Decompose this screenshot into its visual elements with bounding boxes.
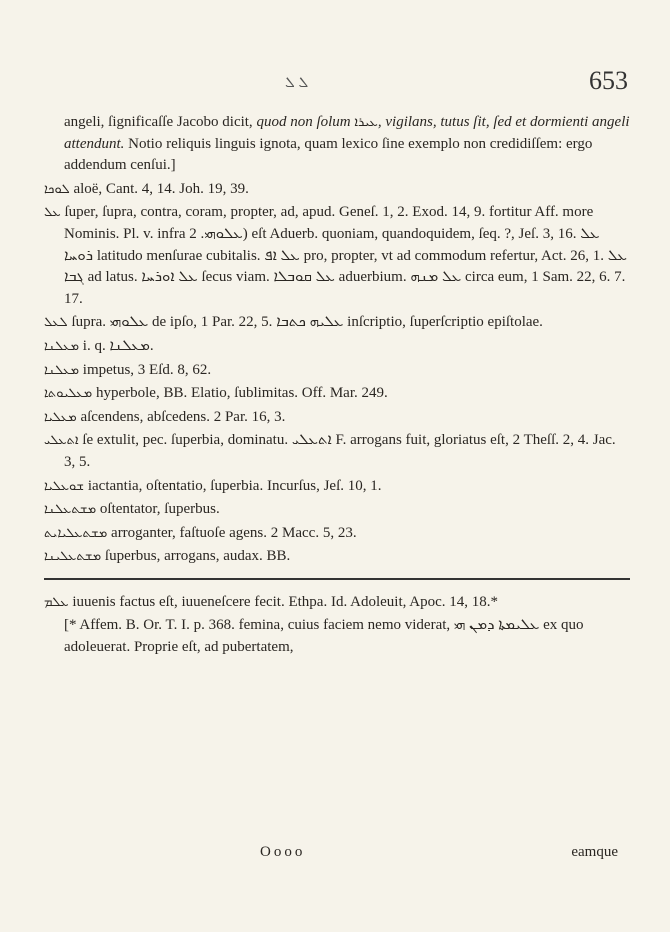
lexicon-body (44, 112, 630, 661)
lexicon-entry: ܡܥܠܢܐ i. q. ܡܥܠܢܐ. (44, 337, 154, 354)
footnote-entry: [* Affem. B. Or. T. I. p. 368. femina, cuius faciem nemo viderat, ܥܠܝܡܬܐ ܕܡܢ ܗܝ ex quo adoleuerat. Proprie eſt, ad pubertatem, (64, 617, 584, 656)
lexicon-entry: ܠܘܟܐ aloë, Cant. 4, 14. Joh. 19, 39. (44, 180, 249, 197)
page-header (0, 66, 670, 106)
lexicon-entry: ܡܫܬܥܠܝܐܝܬ arroganter, faſtuoſe agens. 2 Macc. 5, 23. (44, 524, 357, 541)
lexicon-entry: ܥܠܡ iuuenis factus eſt, iuueneſcere fecit. Ethpa. Id. Adoleuit, Apoc. 14, 18.* (44, 593, 499, 610)
catchword: eamque (571, 844, 618, 860)
lexicon-entry: ܡܥܠܝܘܬܐ hyperbole, BB. Elatio, ſublimitas. Off. Mar. 249. (44, 385, 388, 402)
running-head: ܠ ܠ (285, 75, 309, 91)
lexicon-entry: ܫܘܥܠܝܐ iactantia, oſtentatio, ſuperbia. Incurſus, Jeſ. 10, 1. (44, 477, 382, 494)
entry-continuation: angeli, ſignificaſſe Jacobo dicit, quod non ſolum ܥܝܪܐ, vigilans, tutus ſit, ſed et dormienti angeli attendunt. Notio reliquis linguis ignota, quam lexico ſine exemplo non credidiſſem: ergo addendum cenſui.] (64, 114, 630, 174)
lexicon-entry: ܡܥܠܢܐ impetus, 3 Eſd. 8, 62. (44, 361, 212, 378)
page-number: 653 (589, 66, 628, 95)
lexicon-entry: ܡܥܠܝܐ aſcendens, abſcedens. 2 Par. 16, 3. (44, 408, 286, 425)
section-rule (44, 578, 630, 580)
lexicon-entry: ܥܠ ſuper, ſupra, contra, coram, propter, ad, apud. Geneſ. 1, 2. Exod. 14, 9. fortitur Aff. more Nominis. Pl. v. infra ܥܠܘܗܝ. 2) eſt Aduerb. quoniam, quandoquidem, ſeq. ?, Jeſ. 3, 16. ܥܠ ܪܘܚܐ latitudo menſurae cubitalis. ܥܠ ܐܦ pro, propter, vt ad commodum refertur, Act. 26, 1. ܥܠ ܓܒܐ ad latus. ܥܠ ܐܘܪܚܐ ſecus viam. ܥܠ ܩܘܒܠܐ aduerbium. ܥܠ ܡܢܗ circa eum, 1 Sam. 22, 6. 7. 17. (44, 204, 628, 307)
lexicon-entry: ܡܫܬܥܠܢܐ oſtentator, ſuperbus. (44, 501, 220, 518)
signature-mark: Oooo (260, 844, 306, 860)
lexicon-entry: ܐܬܥܠܝ ſe extulit, pec. ſuperbia, dominatu. ܐܬܥܠܝ F. arrogans fuit, gloriatus eſt, 2 Theſſ. 2, 4. Jac. 3, 5. (44, 432, 616, 470)
lexicon-entry: ܡܫܬܥܠܝܢܐ ſuperbus, arrogans, audax. BB. (44, 548, 291, 565)
lexicon-entry: ܠܥܠ ſupra. ܥܠܘܗܝ de ipſo, 1 Par. 22, 5. ܥܠܝܗ ܟܬܒܐ inſcriptio, ſuperſcriptio epiſtolae. (44, 314, 543, 331)
